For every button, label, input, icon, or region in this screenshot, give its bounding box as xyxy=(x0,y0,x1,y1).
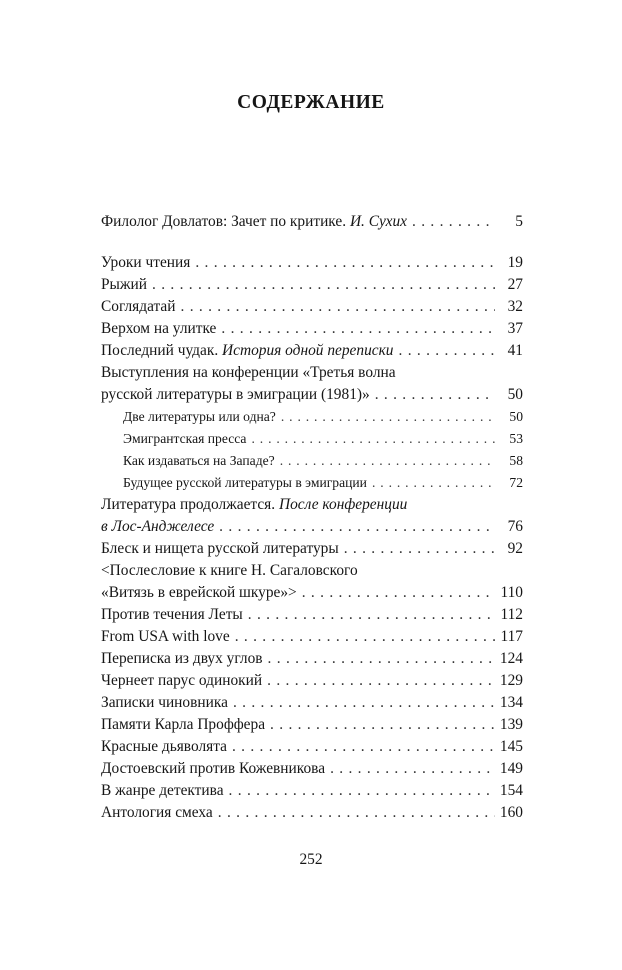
entry-title: Чернеет парус одинокий xyxy=(101,672,263,689)
dot-leader xyxy=(344,538,495,560)
dot-leader xyxy=(248,604,495,626)
dot-leader xyxy=(281,406,495,428)
dot-leader xyxy=(270,714,495,736)
dot-leader xyxy=(375,384,495,406)
entry-title: Достоевский против Кожевникова xyxy=(101,760,326,777)
toc-entry xyxy=(101,780,523,802)
toc-entry xyxy=(101,340,523,362)
entry-page: 76 xyxy=(507,518,523,535)
toc-entry xyxy=(101,692,523,714)
toc-subentry xyxy=(101,450,523,472)
toc-entry xyxy=(101,626,523,648)
toc-entry xyxy=(101,758,523,780)
subentry-title: Эмигрантская пресса xyxy=(123,431,247,446)
entry-page: 37 xyxy=(507,320,523,337)
dot-leader xyxy=(181,296,496,318)
entry-title-line1: Выступления на конференции «Третья волна xyxy=(101,364,396,381)
entry-title: Последний чудак. История одной переписки xyxy=(101,342,394,359)
entry-page: 5 xyxy=(515,213,523,230)
entry-title-line2: «Витязь в еврейской шкуре»> xyxy=(101,584,297,601)
dot-leader xyxy=(399,340,496,362)
entry-title: From USA with love xyxy=(101,628,230,645)
entry-page: 149 xyxy=(499,760,523,777)
subentry-title: Будущее русской литературы в эмиграции xyxy=(123,475,367,490)
dot-leader xyxy=(235,626,495,648)
toc-entry-continues xyxy=(101,494,523,538)
entry-page: 112 xyxy=(500,606,523,623)
toc-entry xyxy=(101,318,523,340)
dot-leader xyxy=(280,450,495,472)
subentry-page: 53 xyxy=(509,431,523,446)
dot-leader xyxy=(330,758,495,780)
entry-title: Красные дьяволята xyxy=(101,738,227,755)
page-number: 252 xyxy=(299,851,323,868)
toc-entry xyxy=(101,274,523,296)
entry-page: 117 xyxy=(500,628,523,645)
entry-page: 129 xyxy=(499,672,523,689)
entry-page: 92 xyxy=(507,540,523,557)
toc-subentry xyxy=(101,406,523,428)
dot-leader xyxy=(251,428,495,450)
entry-page: 154 xyxy=(499,782,523,799)
entry-page: 145 xyxy=(499,738,523,755)
toc-entry xyxy=(101,802,523,824)
entry-page: 27 xyxy=(507,276,523,293)
toc-entry xyxy=(101,296,523,318)
dot-leader xyxy=(195,252,495,274)
toc-entry xyxy=(101,604,523,626)
subentry-page: 58 xyxy=(509,453,523,468)
subentry-page: 50 xyxy=(509,409,523,424)
entry-title: Филолог Довлатов: Зачет по критике. И. Сухих xyxy=(101,213,407,230)
entry-title: Против течения Леты xyxy=(101,606,243,623)
entry-page: 50 xyxy=(507,386,523,403)
entry-title-line1: Литература продолжается. После конференции xyxy=(101,496,408,513)
dot-leader xyxy=(152,274,495,296)
page-title: СОДЕРЖАНИЕ xyxy=(237,92,385,113)
dot-leader xyxy=(372,472,495,494)
dot-leader xyxy=(268,648,495,670)
entry-title: Соглядатай xyxy=(101,298,176,315)
toc-entry xyxy=(101,252,523,274)
entry-title: Переписка из двух углов xyxy=(101,650,263,667)
entry-title: Антология смеха xyxy=(101,804,213,821)
entry-title: В жанре детектива xyxy=(101,782,224,799)
dot-leader xyxy=(219,516,495,538)
entry-title: Верхом на улитке xyxy=(101,320,217,337)
entry-page: 160 xyxy=(499,804,523,821)
toc-entry xyxy=(101,538,523,560)
entry-title-line1: <Послесловие к книге Н. Сагаловского xyxy=(101,562,358,579)
table-of-contents xyxy=(101,211,523,824)
toc-entry xyxy=(101,670,523,692)
dot-leader xyxy=(267,670,495,692)
entry-page: 41 xyxy=(507,342,523,359)
entry-page: 19 xyxy=(507,254,523,271)
subentry-page: 72 xyxy=(509,475,523,490)
entry-page: 32 xyxy=(507,298,523,315)
entry-title: Уроки чтения xyxy=(101,254,191,271)
subentry-title: Две литературы или одна? xyxy=(123,409,276,424)
dot-leader xyxy=(218,802,495,824)
dot-leader xyxy=(233,692,495,714)
toc-entry xyxy=(101,714,523,736)
entry-title: Блеск и нищета русской литературы xyxy=(101,540,339,557)
toc-entry-afterword xyxy=(101,560,523,604)
entry-page: 134 xyxy=(499,694,523,711)
dot-leader xyxy=(221,318,495,340)
entry-title-line2: в Лос-Анджелесе xyxy=(101,518,215,535)
entry-page: 124 xyxy=(499,650,523,667)
toc-entry xyxy=(101,736,523,758)
toc-entry-intro xyxy=(101,211,523,233)
entry-title: Рыжий xyxy=(101,276,148,293)
toc-subentry xyxy=(101,472,523,494)
toc-entry-conference xyxy=(101,362,523,406)
entry-title-line2: русской литературы в эмиграции (1981)» xyxy=(101,386,370,403)
dot-leader xyxy=(229,780,495,802)
dot-leader xyxy=(232,736,495,758)
subentry-title: Как издаваться на Западе? xyxy=(123,453,275,468)
entry-title: Памяти Карла Проффера xyxy=(101,716,266,733)
entry-page: 139 xyxy=(499,716,523,733)
dot-leader xyxy=(302,582,495,604)
toc-subentry xyxy=(101,428,523,450)
toc-entry xyxy=(101,648,523,670)
entry-title: Записки чиновника xyxy=(101,694,228,711)
entry-page: 110 xyxy=(500,584,523,601)
section-gap xyxy=(101,233,523,252)
dot-leader xyxy=(412,211,495,233)
